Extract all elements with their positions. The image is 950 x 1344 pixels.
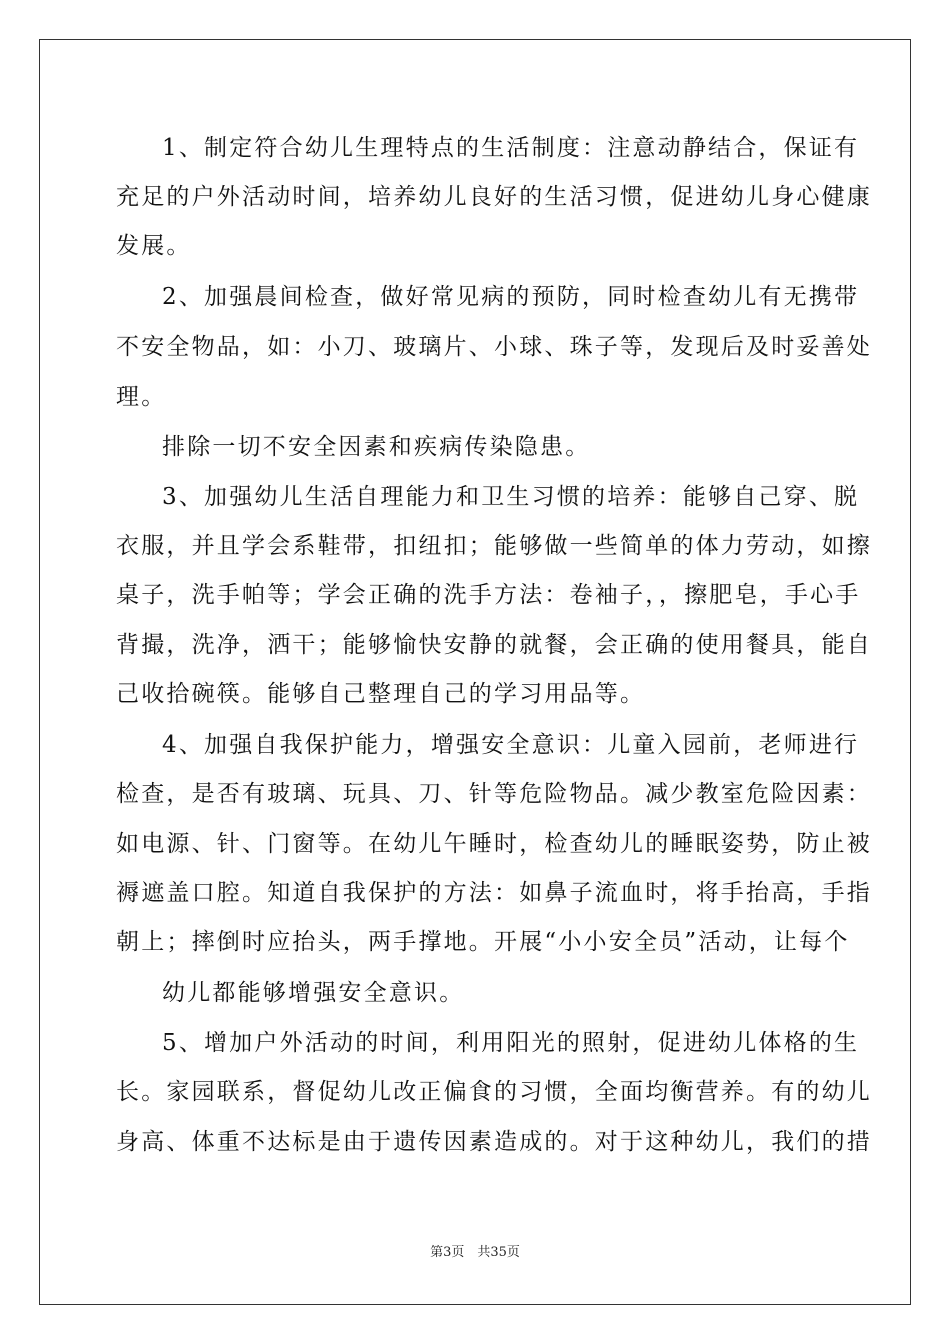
paragraph-line: 朝上；摔倒时应抬头，两手撑地。开展“小小安全员”活动，让每个 — [116, 929, 850, 955]
paragraph-line: 长。家园联系，督促幼儿改正偏食的习惯，全面均衡营养。有的幼儿 — [116, 1079, 872, 1105]
paragraph-line: 身高、体重不达标是由于遗传因素造成的。对于这种幼儿，我们的措 — [116, 1129, 872, 1155]
paragraph-line: 桌子，洗手帕等；学会正确的洗手方法：卷袖子，，擦肥皂，手心手 — [116, 582, 861, 608]
paragraph-line: 检查，是否有玻璃、玩具、刀、针等危险物品。减少教室危险因素： — [116, 781, 872, 807]
paragraph-line: 1、制定符合幼儿生理特点的生活制度：注意动静结合，保证有 — [162, 135, 860, 161]
paragraph-line: 5、增加户外活动的时间，利用阳光的照射，促进幼儿体格的生 — [162, 1030, 860, 1056]
page-number: 第3页 共35页 — [430, 1245, 520, 1260]
paragraph-line: 理。 — [116, 384, 167, 410]
paragraph-line: 衣服，并且学会系鞋带，扣纽扣；能够做一些简单的体力劳动，如擦 — [116, 533, 872, 559]
paragraph-line: 幼儿都能够增强安全意识。 — [162, 980, 465, 1006]
paragraph-line: 发展。 — [116, 233, 192, 259]
paragraph-line: 褥遮盖口腔。知道自我保护的方法：如鼻子流血时，将手抬高，手指 — [116, 880, 872, 906]
paragraph-line: 己收拾碗筷。能够自己整理自己的学习用品等。 — [116, 681, 646, 707]
paragraph-line: 不安全物品，如：小刀、玻璃片、小球、珠子等，发现后及时妥善处 — [116, 334, 872, 360]
paragraph-line: 2、加强晨间检查，做好常见病的预防，同时检查幼儿有无携带 — [162, 284, 860, 310]
paragraph-line: 背撮，洗净，洒干；能够愉快安静的就餐，会正确的使用餐具，能自 — [116, 632, 872, 658]
paragraph-line: 3、加强幼儿生活自理能力和卫生习惯的培养：能够自己穿、脱 — [162, 484, 860, 510]
paragraph-line: 4、加强自我保护能力，增强安全意识：儿童入园前，老师进行 — [162, 732, 860, 758]
paragraph-line: 排除一切不安全因素和疾病传染隐患。 — [162, 434, 591, 460]
paragraph-line: 充足的户外活动时间，培养幼儿良好的生活习惯，促进幼儿身心健康 — [116, 184, 872, 210]
paragraph-line: 如电源、针、门窗等。在幼儿午睡时，检查幼儿的睡眠姿势，防止被 — [116, 831, 872, 857]
